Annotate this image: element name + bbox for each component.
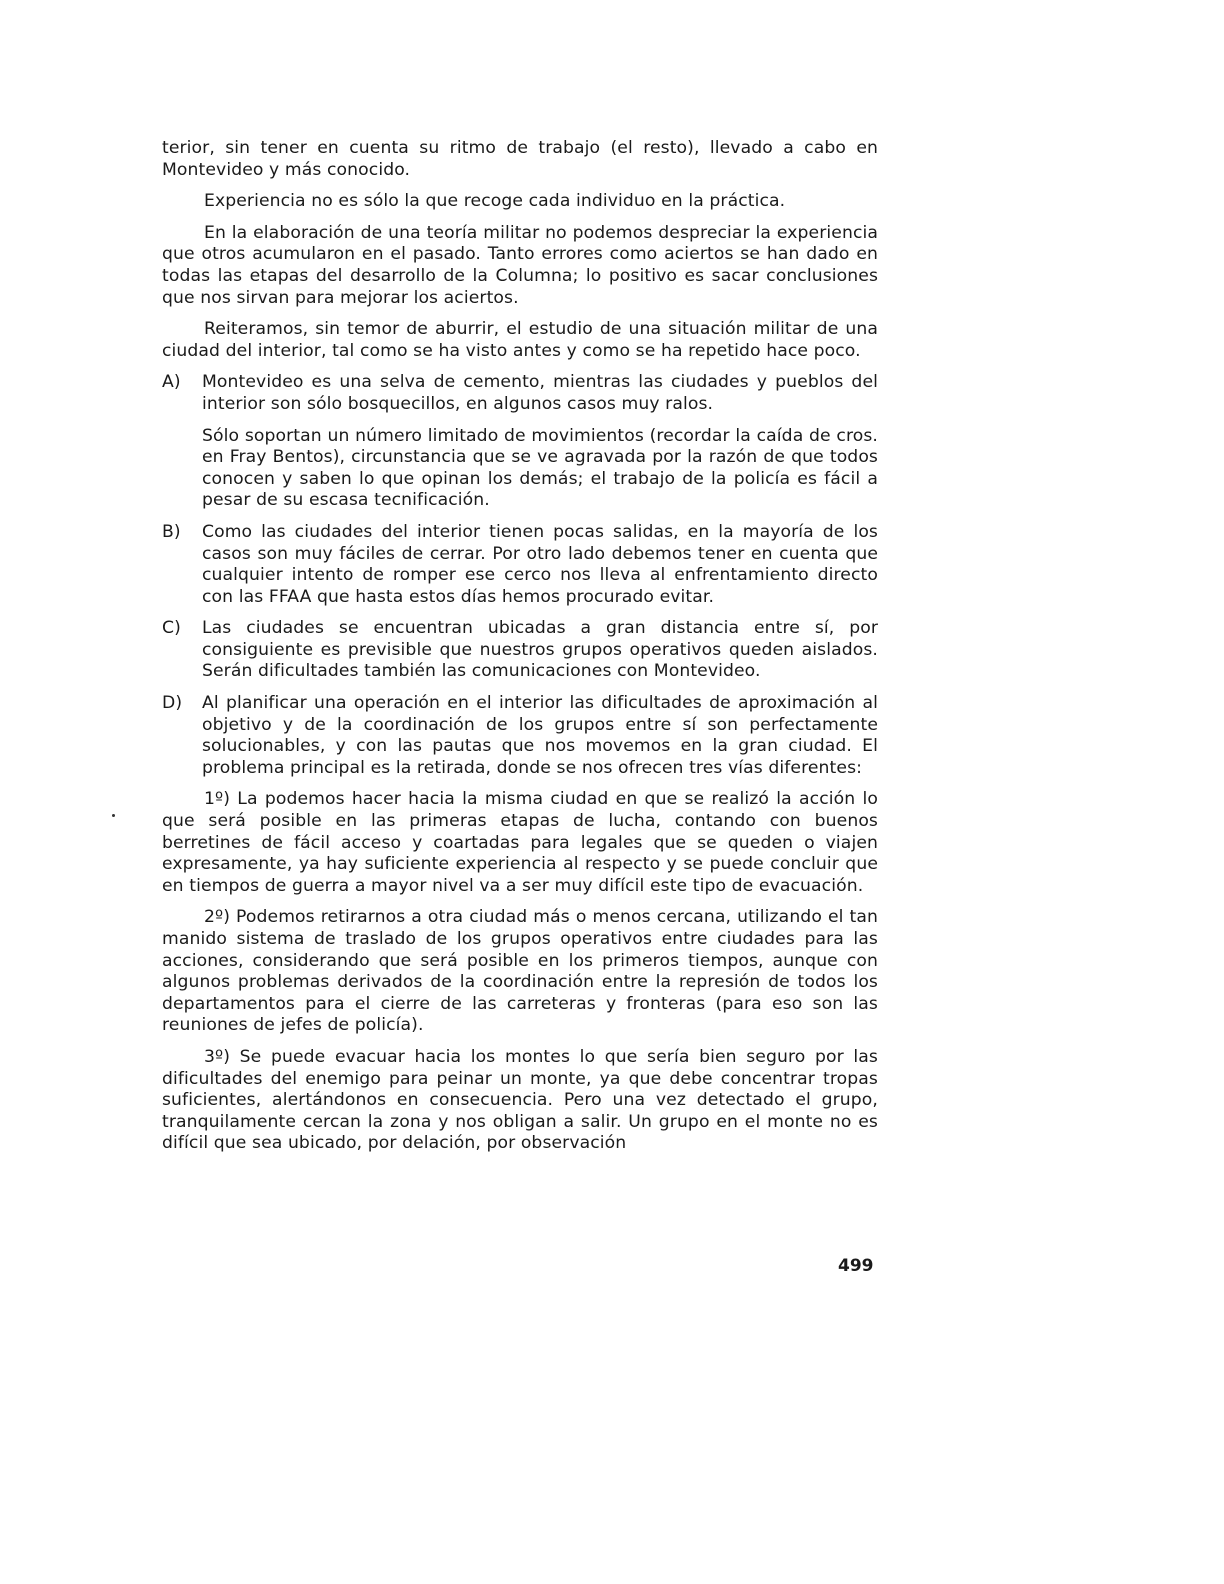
list-body xyxy=(202,618,878,683)
list-item-c xyxy=(162,618,878,683)
list-marker: D) xyxy=(162,693,183,714)
list-item-b xyxy=(162,522,878,608)
paragraph-option-1: 1º) La podemos hacer hacia la misma ciudad en que se realizó la acción lo que será posible en las primeras etapas de lucha, contando con buenos berretines de fácil acceso y coartadas para legales que se queden o viajen expresamente, ya hay suficiente experiencia al respecto y se puede concluir que en tiempos de guerra a mayor nivel va a ser muy difícil este tipo de evacuación. xyxy=(162,789,878,896)
list-text: Las ciudades se encuentran ubicadas a gran distancia entre sí, por consiguiente es previsible que nuestros grupos operativos queden aislados. Serán dificultades también las comunicaciones con Montevideo. xyxy=(202,618,878,682)
paragraph-continuation: terior, sin tener en cuenta su ritmo de trabajo (el resto), llevado a cabo en Montevideo y más conocido. xyxy=(162,138,878,180)
paragraph-option-2: 2º) Podemos retirarnos a otra ciudad más o menos cercana, utilizando el tan manido sistema de traslado de los grupos operativos entre ciudades para las acciones, considerando que será posible en los primeros tiempos, aunque con algunos problemas derivados de la coordinación entre la represión de todos los departamentos para el cierre de las carreteras y fronteras (para eso son las reuniones de jefes de policía). xyxy=(162,907,878,1036)
list-marker: C) xyxy=(162,618,181,639)
paragraph-reiteration: Reiteramos, sin temor de aburrir, el estudio de una situación militar de una ciudad del interior, tal como se ha visto antes y como se ha repetido hace poco. xyxy=(162,319,878,361)
list-text: Al planificar una operación en el interior las dificultades de aproximación al objetivo y de la coordinación de los grupos entre sí son perfectamente solucionables, y con las pautas que nos movemos en la gran ciudad. El problema principal es la retirada, donde se nos ofrecen tres vías diferentes: xyxy=(202,693,878,778)
list-body xyxy=(202,522,878,608)
paragraph-experience: Experiencia no es sólo la que recoge cada individuo en la práctica. xyxy=(204,191,786,212)
list-body xyxy=(202,372,878,512)
paragraph-option-3: 3º) Se puede evacuar hacia los montes lo que sería bien seguro por las dificultades del enemigo para peinar un monte, ya que debe concentrar tropas suficientes, alertándonos en consecuencia. Pero una vez detectado el grupo, tranquilamente cercan la zona y nos obligan a salir. Un grupo en el monte no es difícil que sea ubicado, por delación, por observación xyxy=(162,1046,878,1154)
list-text: Montevideo es una selva de cemento, mientras las ciudades y pueblos del interior son sólo bosquecillos, en algunos casos muy ralos. xyxy=(202,372,878,414)
list-marker: A) xyxy=(162,372,181,393)
list-item-a xyxy=(162,372,878,512)
page-number: 499 xyxy=(838,1256,874,1276)
list-text-continued: Sólo soportan un número limitado de movimientos (recordar la caída de cros. en Fray Bentos), circunstancia que se ve agravada por la razón de que todos conocen y saben lo que opinan los demás; el trabajo de la policía es fácil a pesar de su escasa tecnificación. xyxy=(202,425,878,511)
list-text: Como las ciudades del interior tienen pocas salidas, en la mayoría de los casos son muy fáciles de cerrar. Por otro lado debemos tener en cuenta que cualquier intento de romper ese cerco nos lleva al enfrentamiento directo con las FFAA que hasta estos días hemos procurado evitar. xyxy=(202,521,878,607)
margin-dot xyxy=(112,814,115,817)
page-body xyxy=(162,138,878,1165)
paragraph-military-theory: En la elaboración de una teoría militar no podemos despreciar la experiencia que otros acumularon en el pasado. Tanto errores como aciertos se han dado en todas las etapas del desarrollo de la Columna; lo positivo es sacar conclusiones que nos sirvan para mejorar los aciertos. xyxy=(162,222,878,308)
list-item-d xyxy=(162,693,878,779)
list-body xyxy=(202,693,878,779)
list-marker: B) xyxy=(162,521,181,542)
